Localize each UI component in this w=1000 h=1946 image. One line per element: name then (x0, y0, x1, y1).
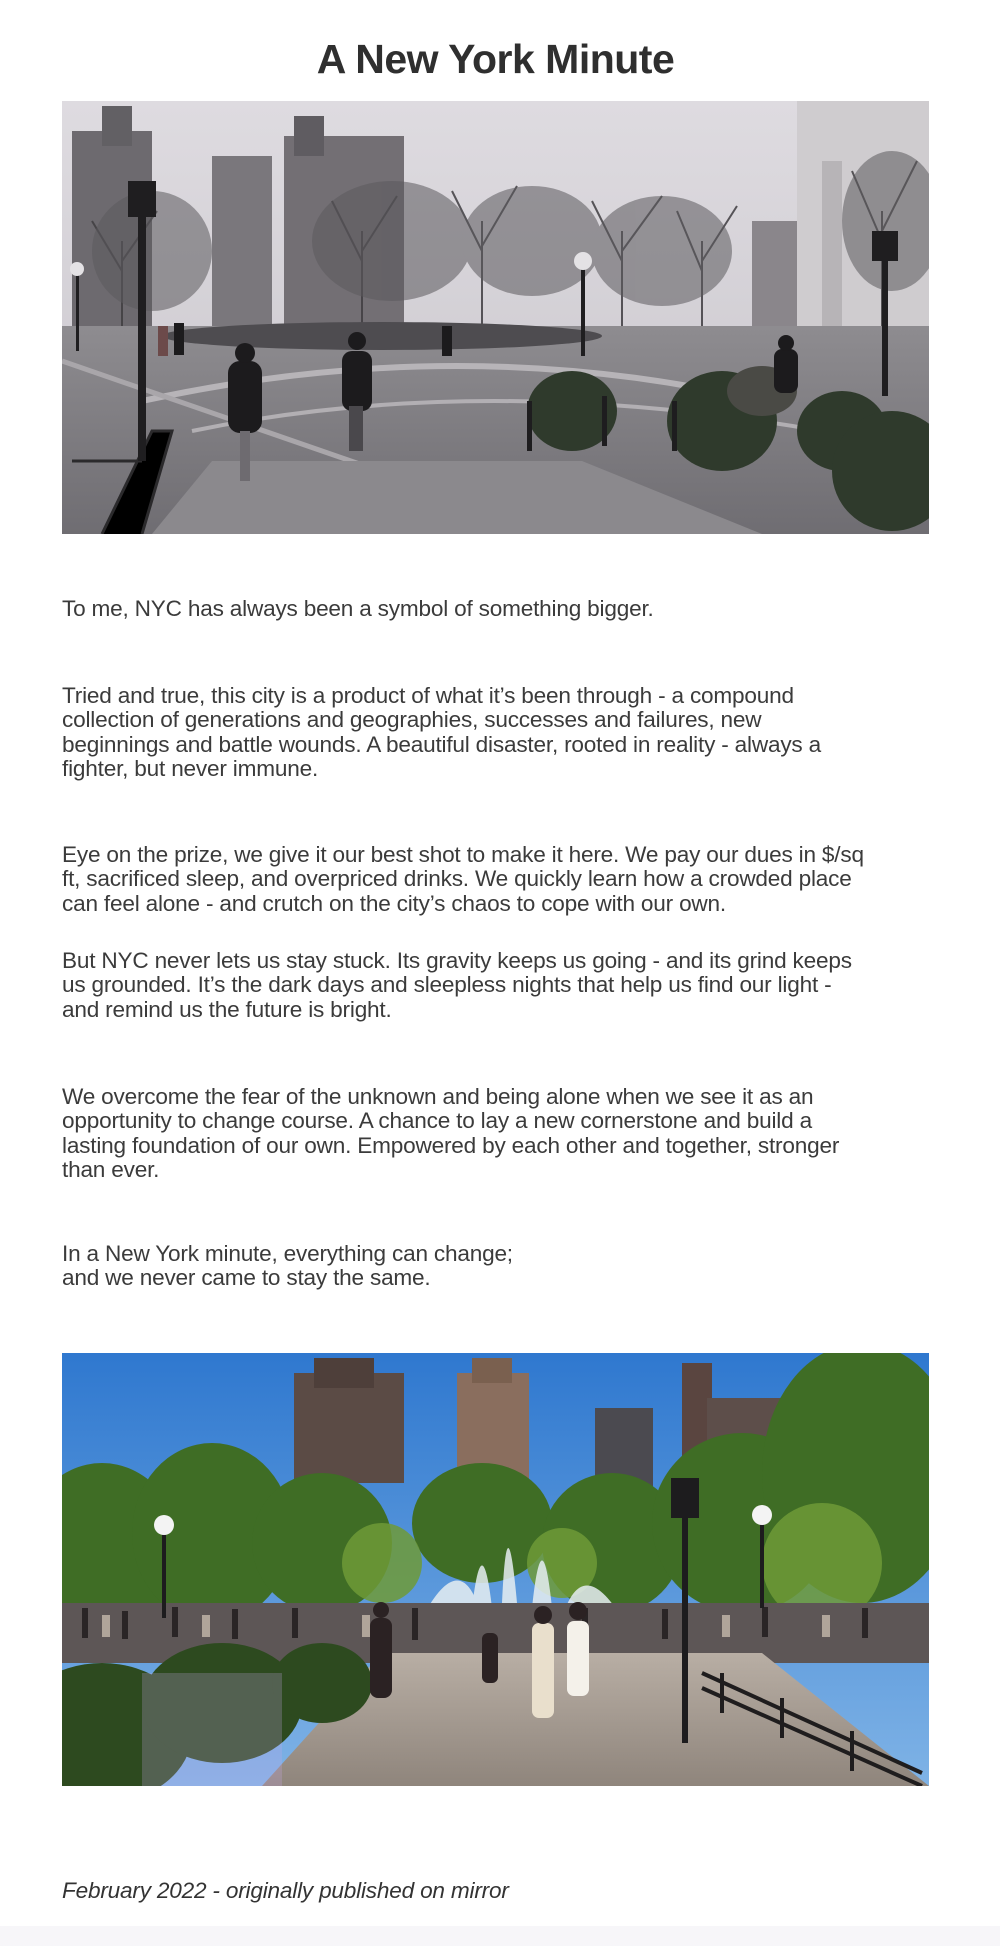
paragraph-new-york-minute: In a New York minute, everything can change; and we never came to stay the same. (62, 1241, 513, 1291)
page-bottom-bar (0, 1926, 1000, 1946)
paragraph-eye-on-prize: Eye on the prize, we give it our best shot to make it here. We pay our dues in $/sq ft, sacrificed sleep, and overpriced drinks. We quickly learn how a crowded place can feel alone - and crutch on the city’s chaos to cope with our own. (62, 842, 864, 916)
paragraph-never-stuck: But NYC never lets us stay stuck. Its gravity keeps us going - and its grind keeps us grounded. It’s the dark days and sleepless nights that help us find our light - and remind us the future is bright. (62, 948, 852, 1022)
paragraph-tried-and-true: Tried and true, this city is a product of what it’s been through - a compound collection of generations and geographies, successes and failures, new beginnings and battle wounds. A beautiful disaster, rooted in reality - always a fighter, but never immune. (62, 683, 821, 781)
park-photo-fountain (62, 1353, 929, 1786)
park-photo-winter (62, 101, 929, 534)
paragraph-intro: To me, NYC has always been a symbol of something bigger. (62, 596, 654, 621)
paragraph-overcome-fear: We overcome the fear of the unknown and being alone when we see it as an opportunity to change course. A chance to lay a new cornerstone and build a lasting foundation of our own. Empowered by each other and together, stronger than ever. (62, 1084, 840, 1182)
publication-note: February 2022 - originally published on mirror (62, 1878, 509, 1903)
page-title: A New York Minute (316, 36, 675, 82)
